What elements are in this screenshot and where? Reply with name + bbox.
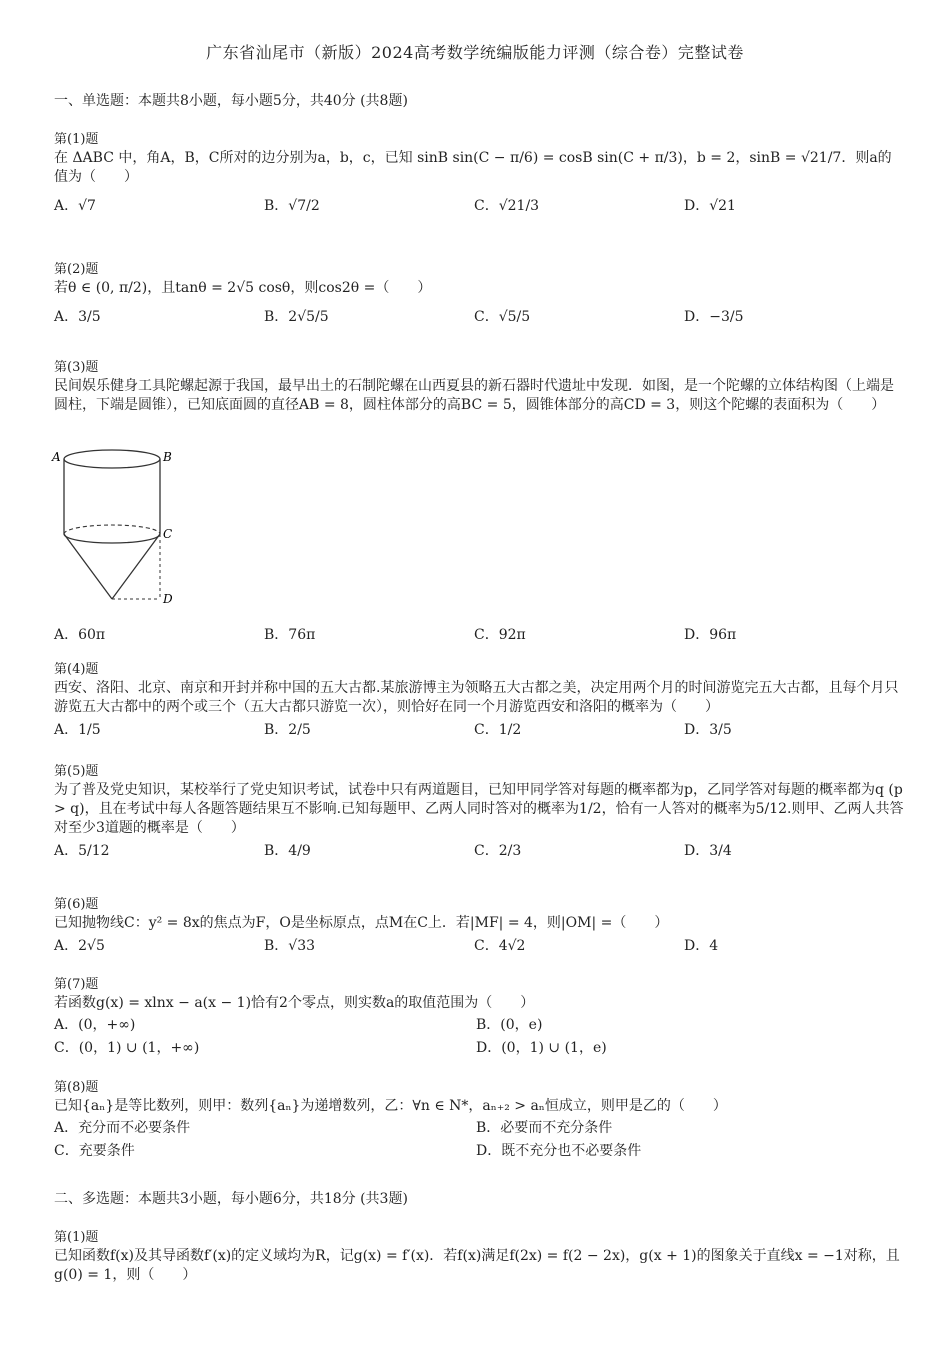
question-8	[54, 1078, 904, 1161]
option-c[interactable]: C．√5/5	[474, 309, 531, 325]
options-row	[54, 308, 904, 327]
option-a[interactable]: A．5/12	[54, 843, 110, 859]
cone-left-edge	[64, 534, 112, 599]
option-a[interactable]: A．2√5	[54, 938, 105, 954]
question-number: 第(2)题	[54, 262, 99, 277]
question-stem: 若函数g(x) = xlnx − a(x − 1)恰有2个零点，则实数a的取值范围为（ ）	[54, 995, 535, 1011]
option-a[interactable]: A．1/5	[54, 722, 101, 738]
multi-question-1	[54, 1228, 904, 1285]
question-number: 第(3)题	[54, 360, 99, 375]
question-stem: 已知函数f(x)及其导函数f′(x)的定义域均为R，记g(x) = f′(x)．若f(x)满足f(2x) = f(2 − 2x)，g(x + 1)的图象关于直线x = −1对称，且g(0) = 1，则（ ）	[54, 1248, 900, 1283]
options-row	[54, 197, 904, 216]
question-number: 第(1)题	[54, 1230, 99, 1245]
option-b[interactable]: B．2√5/5	[264, 309, 329, 325]
label-a: A	[52, 450, 61, 464]
question-stem: 在 ΔABC 中，角A，B，C所对的边分别为a，b，c，已知 sinB sin(C − π/6) = cosB sin(C + π/3)，b = 2，sinB = √21/7．则a的值为（ ）	[54, 150, 892, 185]
question-number: 第(1)题	[54, 132, 99, 147]
question-number: 第(5)题	[54, 764, 99, 779]
option-d[interactable]: D．3/4	[684, 843, 732, 859]
question-3	[54, 358, 904, 415]
question-stem: 为了普及党史知识，某校举行了党史知识考试，试卷中只有两道题目，已知甲同学答对每题的概率都为p，乙同学答对每题的概率都为q (p > q)，且在考试中每人各题答题结果互不影响.已知每题甲、乙两人同时答对的概率为1/2，恰有一人答对的概率为5/12.则甲、乙两人共答对至少3道题的概率是（ ）	[54, 782, 904, 836]
question-number: 第(4)题	[54, 662, 99, 677]
question-stem: 已知{aₙ}是等比数列，则甲：数列{aₙ}为递增数列，乙：∀n ∈ N*，aₙ₊₂ > aₙ恒成立，则甲是乙的（ ）	[54, 1098, 727, 1114]
options-row	[54, 626, 904, 645]
options-row	[54, 842, 904, 861]
option-b[interactable]: B．4/9	[264, 843, 311, 859]
option-b[interactable]: B．√7/2	[264, 198, 320, 214]
option-a[interactable]: A．(0，+∞)	[54, 1017, 136, 1033]
bottom-ellipse-back	[64, 525, 160, 534]
option-c[interactable]: C．(0，1) ∪ (1，+∞)	[54, 1040, 200, 1056]
option-a[interactable]: A．充分而不必要条件	[54, 1120, 191, 1136]
question-5	[54, 762, 904, 861]
label-c: C	[163, 527, 173, 541]
option-a[interactable]: A．60π	[54, 627, 106, 643]
option-d[interactable]: D．(0，1) ∪ (1，e)	[476, 1040, 607, 1056]
cylinder-cone-diagram	[50, 447, 190, 607]
question-number: 第(8)题	[54, 1080, 99, 1095]
option-b[interactable]: B．√33	[264, 938, 316, 954]
option-d[interactable]: D．−3/5	[684, 309, 744, 325]
option-a[interactable]: A．3/5	[54, 309, 101, 325]
label-d: D	[163, 592, 173, 606]
page-title: 广东省汕尾市（新版）2024高考数学统编版能力评测（综合卷）完整试卷	[206, 43, 744, 62]
option-d[interactable]: D．4	[684, 938, 719, 954]
option-d[interactable]: D．既不充分也不必要条件	[476, 1143, 642, 1159]
option-c[interactable]: C．充要条件	[54, 1143, 135, 1159]
option-b[interactable]: B．必要而不充分条件	[476, 1120, 613, 1136]
question-4	[54, 660, 904, 740]
option-c[interactable]: C．√21/3	[474, 198, 540, 214]
options-row	[54, 937, 904, 956]
option-d[interactable]: D．3/5	[684, 722, 732, 738]
cone-right-edge	[112, 534, 160, 599]
top-ellipse	[64, 450, 160, 468]
option-c[interactable]: C．2/3	[474, 843, 522, 859]
question-stem: 西安、洛阳、北京、南京和开封并称中国的五大古都.某旅游博主为领略五大古都之美，决定用两个月的时间游览完五大古都，且每个月只游览五大古都中的两个或三个（五大古都只游览一次），则恰好在同一个月游览西安和洛阳的概率为（ ）	[54, 680, 899, 715]
section-heading-multi-choice: 二、多选题：本题共3小题，每小题6分，共18分 (共3题)	[54, 1191, 408, 1207]
question-stem: 若θ ∈ (0, π/2)，且tanθ = 2√5 cosθ，则cos2θ =（ ）	[54, 280, 432, 296]
question-2	[54, 260, 904, 327]
spinning-top-figure	[50, 447, 190, 611]
options-row	[54, 721, 904, 740]
question-number: 第(6)题	[54, 897, 99, 912]
option-a[interactable]: A．√7	[54, 198, 96, 214]
option-c[interactable]: C．92π	[474, 627, 526, 643]
question-6	[54, 895, 904, 956]
option-d[interactable]: D．√21	[684, 198, 736, 214]
question-3-options	[54, 622, 904, 645]
question-7	[54, 975, 904, 1058]
bottom-ellipse-front	[64, 534, 160, 543]
option-c[interactable]: C．4√2	[474, 938, 526, 954]
label-b: B	[163, 450, 172, 464]
options-grid	[54, 1016, 904, 1058]
question-stem: 已知抛物线C：y² = 8x的焦点为F，O是坐标原点，点M在C上．若|MF| = 4，则|OM| =（ ）	[54, 915, 669, 931]
option-d[interactable]: D．96π	[684, 627, 737, 643]
option-b[interactable]: B．2/5	[264, 722, 311, 738]
section-heading-single-choice: 一、单选题：本题共8小题，每小题5分，共40分 (共8题)	[54, 93, 408, 109]
question-stem: 民间娱乐健身工具陀螺起源于我国，最早出土的石制陀螺在山西夏县的新石器时代遗址中发现．如图，是一个陀螺的立体结构图（上端是圆柱，下端是圆锥），已知底面圆的直径AB = 8，圆柱体部分的高BC = 5，圆锥体部分的高CD = 3，则这个陀螺的表面积为（ ）	[54, 378, 894, 413]
option-c[interactable]: C．1/2	[474, 722, 522, 738]
option-b[interactable]: B．76π	[264, 627, 316, 643]
question-1	[54, 130, 904, 216]
option-b[interactable]: B．(0，e)	[476, 1017, 543, 1033]
options-grid	[54, 1119, 904, 1161]
question-number: 第(7)题	[54, 977, 99, 992]
